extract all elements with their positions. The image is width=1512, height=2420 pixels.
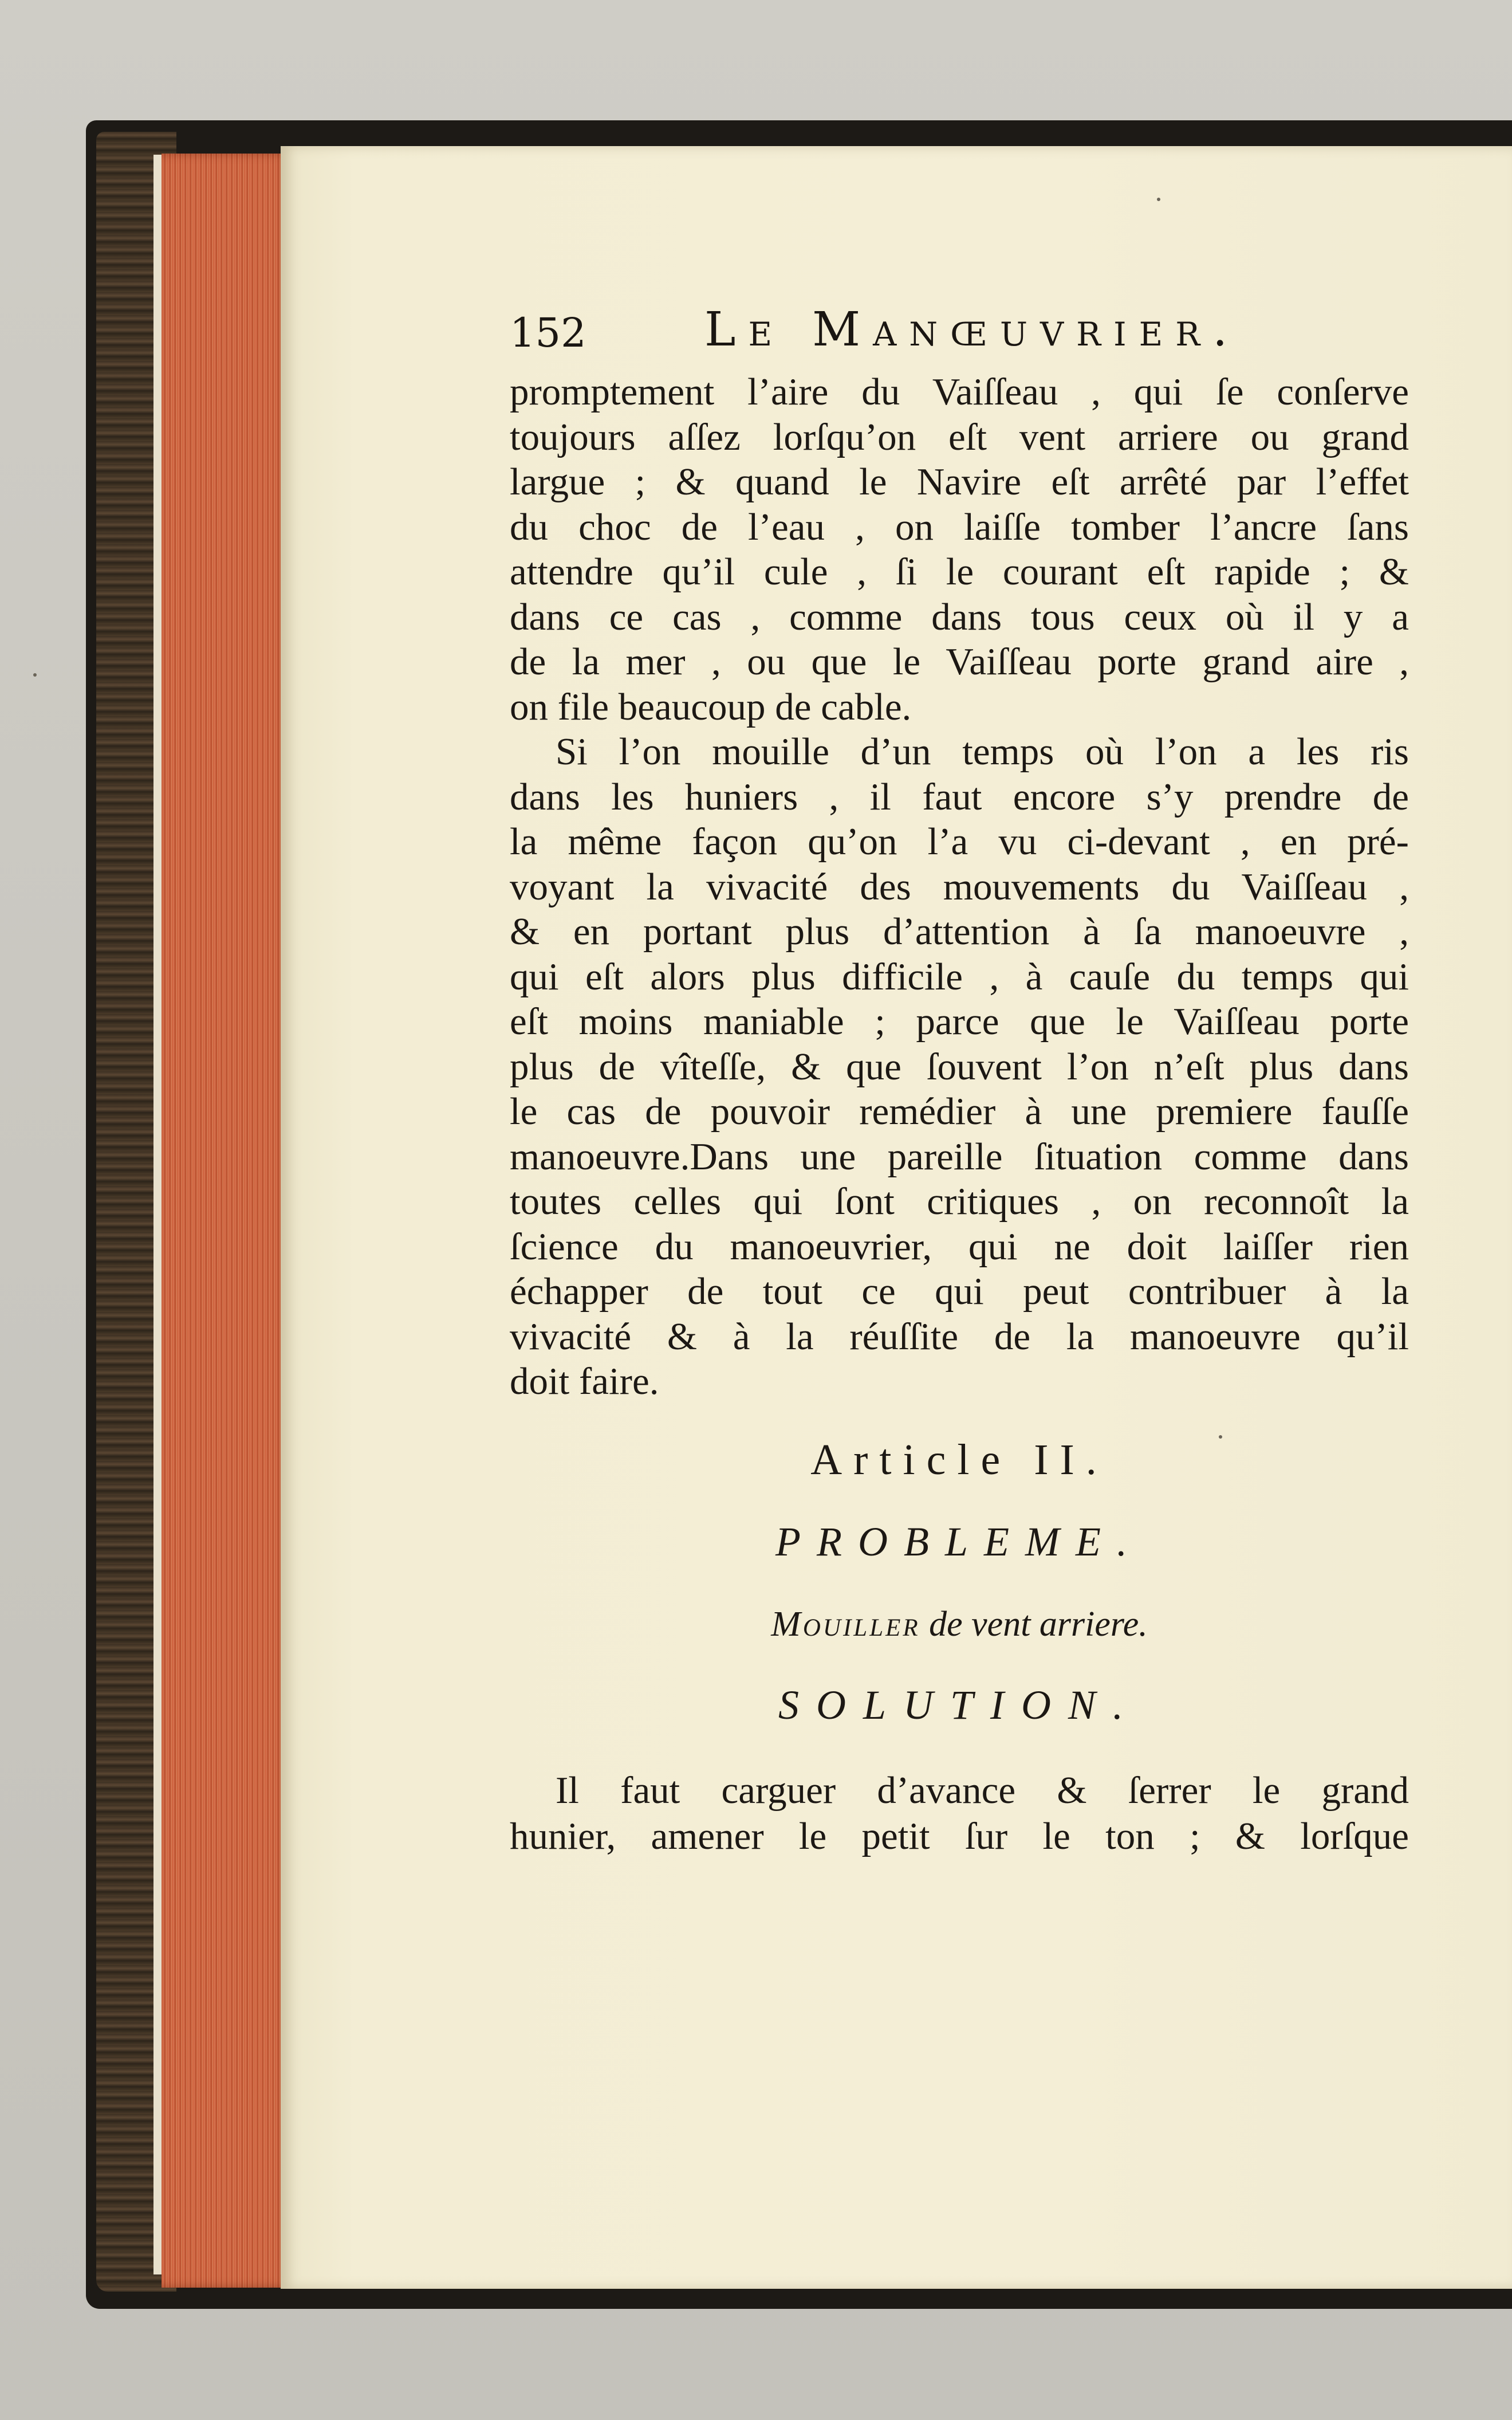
text-line: voyant la vivacité des mouvements du Vaiſſeau ,	[510, 865, 1409, 908]
text-line: Il faut carguer d’avance & ſerrer le grand	[556, 1769, 1409, 1812]
body-text	[510, 370, 1409, 1404]
text-line: manoeuvre.Dans une pareille ſituation comme dans	[510, 1135, 1409, 1178]
paragraph-2	[510, 729, 1409, 1404]
text-line: échapper de tout ce qui peut contribuer à la	[510, 1270, 1409, 1313]
text-line: doit faire.	[510, 1360, 659, 1402]
paper-speck	[1157, 198, 1160, 201]
subtitle-rest: de vent arriere.	[920, 1605, 1148, 1644]
problem-subtitle	[510, 1604, 1409, 1645]
text-line: du choc de l’eau , on laiſſe tomber l’ancre ſans	[510, 505, 1409, 548]
text-line: eſt moins maniable ; parce que le Vaiſſeau porte	[510, 1000, 1409, 1043]
text-line: toutes celles qui ſont critiques , on reconnoît la	[510, 1180, 1409, 1223]
text-line: qui eſt alors plus difficile , à cauſe du temps qui	[510, 955, 1409, 998]
page-fore-edge	[162, 154, 290, 2288]
subtitle-lead: Mouiller	[771, 1605, 920, 1644]
paper-speck	[33, 673, 37, 677]
text-line: de la mer , ou que le Vaiſſeau porte grand aire ,	[510, 641, 1409, 683]
text-line: vivacité & à la réuſſite de la manoeuvre qu’il	[510, 1315, 1409, 1358]
text-line: dans ce cas , comme dans tous ceux où il y a	[510, 595, 1409, 638]
text-line: le cas de pouvoir remédier à une premiere fauſſe	[510, 1090, 1409, 1133]
text-line: dans les huniers , il faut encore s’y prendre de	[510, 775, 1409, 818]
solution-heading: SOLUTION.	[778, 1682, 1141, 1728]
paragraph-1	[510, 370, 1409, 729]
text-line: Si l’on mouille d’un temps où l’on a les ris	[556, 730, 1409, 773]
running-title: Le Manœuvrier.	[704, 302, 1241, 357]
probleme-heading: PROBLEME.	[775, 1519, 1143, 1565]
text-line: hunier, amener le petit ſur le ton ; & lorſque	[510, 1815, 1409, 1857]
text-line: & en portant plus d’attention à ſa manoeuvre ,	[510, 910, 1409, 953]
text-line: ſcience du manoeuvrier, qui ne doit laiſſer rien	[510, 1225, 1409, 1268]
text-line: promptement l’aire du Vaiſſeau , qui ſe conſerve	[510, 371, 1409, 413]
text-line: attendre qu’il cule , ſi le courant eſt rapide ; &	[510, 551, 1409, 593]
article-heading: Article II.	[810, 1436, 1108, 1484]
text-line: toujours aſſez lorſqu’on eſt vent arriere ou grand	[510, 415, 1409, 458]
page-number: 152	[510, 309, 586, 356]
text-line: la même façon qu’on l’a vu ci-devant , en pré-	[510, 820, 1409, 863]
text-line: plus de vîteſſe, & que ſouvent l’on n’eſt plus dans	[510, 1045, 1409, 1088]
text-line: largue ; & quand le Navire eſt arrêté par l’effet	[510, 461, 1409, 503]
solution-text	[510, 1767, 1409, 1859]
solution-paragraph	[510, 1767, 1409, 1859]
text-line: on file beaucoup de cable.	[510, 685, 912, 728]
running-head	[510, 298, 1352, 361]
